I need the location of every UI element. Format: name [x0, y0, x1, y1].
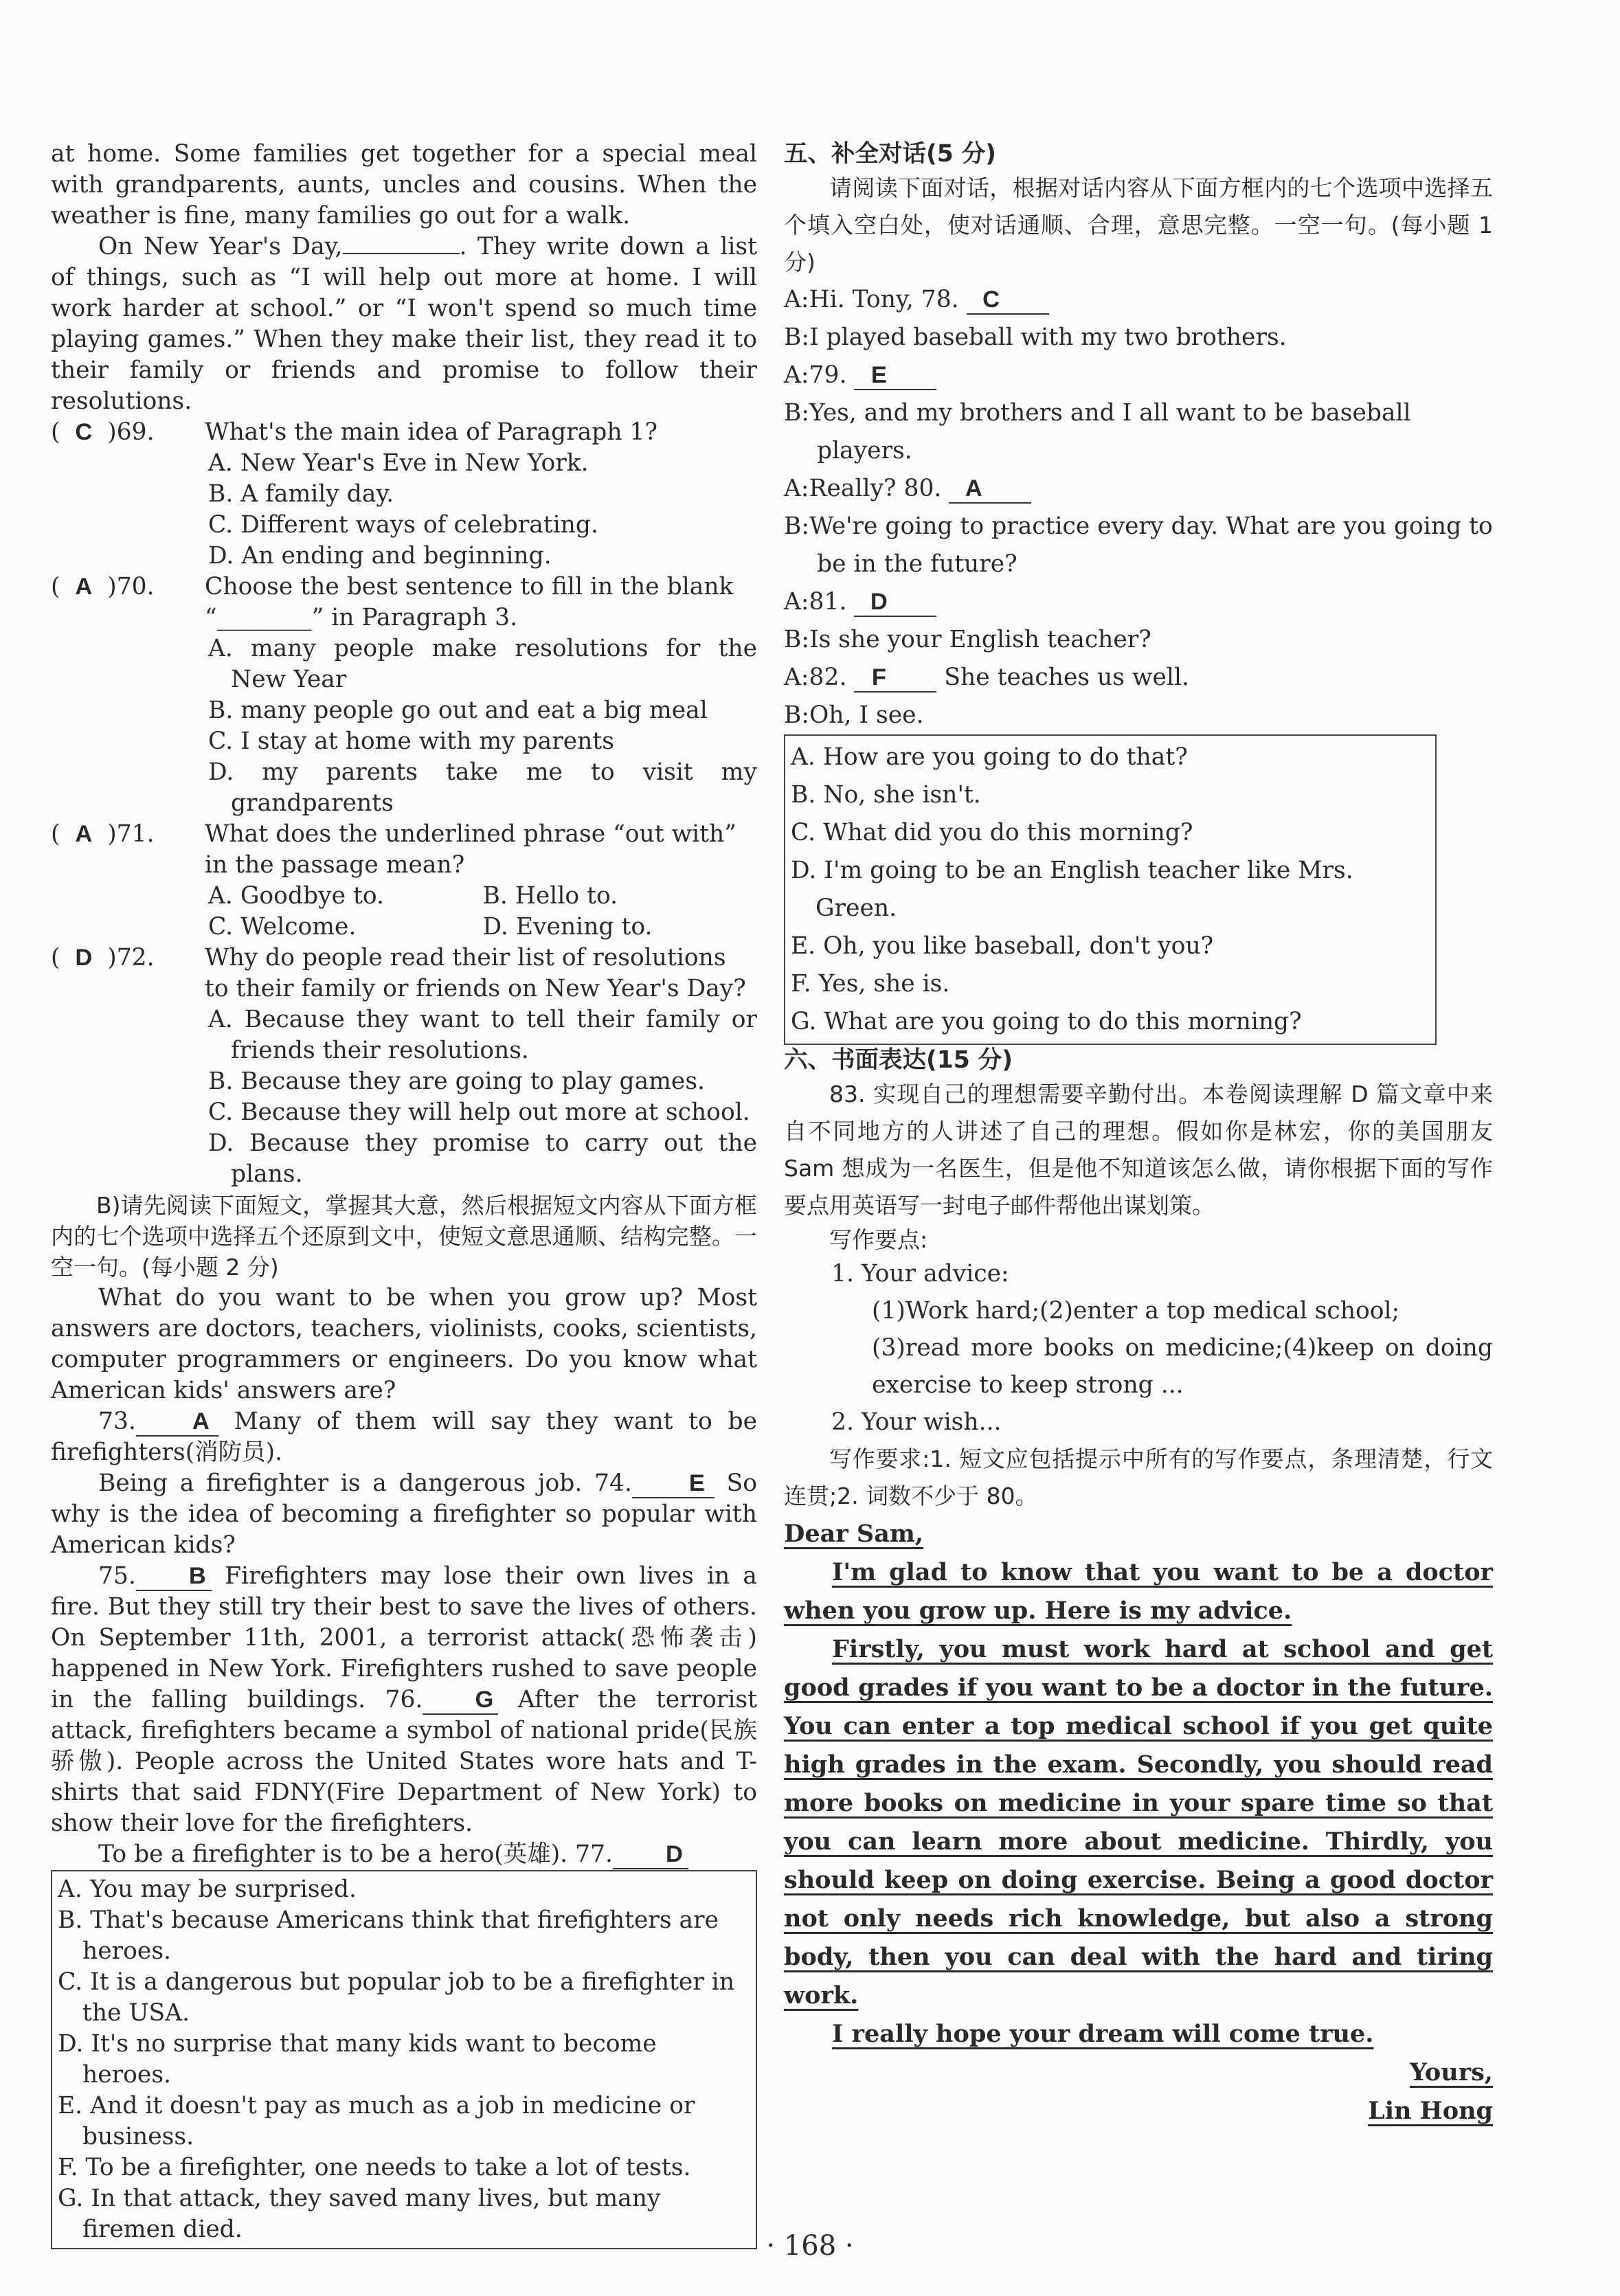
passage-b-paragraph-3: Being a firefighter is a dangerous job. 74. E So why is the idea of becoming a firefighter so popular with American kids?	[51, 1470, 757, 1559]
box-option: B. No, she isn't.	[791, 781, 981, 809]
dialogue-line: A:Really? 80. A	[784, 470, 1493, 508]
dialogue-line: A:81. D	[784, 583, 1493, 621]
email-paragraph: I'm glad to know that you want to be a doctor when you grow up. Here is my advice.	[784, 1558, 1493, 1625]
box-option: D. It's no surprise that many kids want to become heroes.	[58, 2030, 657, 2089]
dialogue-line: B:We're going to practice every day. What are you going to be in the future?	[784, 513, 1493, 578]
email-greeting: Dear Sam,	[784, 1520, 924, 1548]
box-option: A. How are you going to do that?	[791, 743, 1188, 771]
option: D. Because they promise to carry out the plans.	[208, 1129, 757, 1188]
option: C. I stay at home with my parents	[208, 728, 614, 755]
right-column	[784, 139, 1493, 2130]
dialogue-line: B:Yes, and my brothers and I all want to be baseball players.	[784, 399, 1411, 464]
part-b-instructions: B)请先阅读下面短文，掌握其大意，然后根据短文内容从下面方框内的七个选项中选择五个还原到文中，使短文意思通顺、结构完整。一空一句。(每小题 2 分)	[51, 1192, 757, 1281]
box-option: F. Yes, she is.	[791, 970, 950, 998]
question-69: ( C )69. What's the main idea of Paragraph 1?	[51, 418, 657, 446]
writing-point: 1. Your advice:	[831, 1260, 1009, 1287]
box-option: C. It is a dangerous but popular job to be a firefighter in the USA.	[58, 1968, 735, 2027]
box-option: G. In that attack, they saved many lives, but many firemen died.	[58, 2185, 661, 2243]
writing-point: (3)read more books on medicine;(4)keep on doing exercise to keep strong ...	[872, 1334, 1493, 1399]
section-6-instructions: 83. 实现自己的理想需要辛勤付出。本卷阅读理解 D 篇文章中来自不同地方的人讲述了自己的理想。假如你是林宏，你的美国朋友 Sam 想成为一名医生，但是他不知道该怎么做，请你根据下面的写作要点用英语写一封电子邮件帮他出谋划策。	[784, 1081, 1493, 1219]
box-option: C. What did you do this morning?	[791, 819, 1193, 846]
page-number: · 168 ·	[766, 2230, 854, 2262]
passage-b-paragraph-2: 73. A Many of them will say they want to be firefighters(消防员).	[51, 1408, 757, 1466]
dialogue-line: A:82. F She teaches us well.	[784, 664, 1189, 691]
writing-point: (1)Work hard;(2)enter a top medical school;	[872, 1297, 1400, 1325]
passage-b-paragraph-1: What do you want to be when you grow up? Most answers are doctors, teachers, violinists, cooks, scientists, computer programmers or engineers. Do you know what American kids' answers are?	[51, 1284, 757, 1404]
left-column	[51, 139, 757, 2249]
option: A. many people make resolutions for the New Year	[208, 635, 757, 693]
option: D. An ending and beginning.	[208, 542, 552, 570]
option-row: A. Goodbye to. B. Hello to.	[208, 882, 618, 910]
email-paragraph: Firstly, you must work hard at school and get good grades if you want to be a doctor in the future. You can enter a top medical school if you get quite high grades in the exam. Secondly, you should read more books on medicine in your spare time so that you can learn more about medicine. Thirdly, you should keep on doing exercise. Being a good doctor not only needs rich knowledge, but also a strong body, then you can deal with the hard and tiring work.	[784, 1635, 1493, 2010]
box-option: G. What are you going to do this morning?	[791, 1008, 1302, 1035]
option: A. Because they want to tell their family or friends their resolutions.	[208, 1006, 757, 1064]
option: B. many people go out and eat a big meal	[208, 697, 708, 724]
dialogue-line: A:Hi. Tony, 78. C	[784, 281, 1493, 319]
option: C. Different ways of celebrating.	[208, 511, 598, 539]
writing-requirements: 写作要求:1. 短文应包括提示中所有的写作要点，条理清楚，行文连贯;2. 词数不少于 80。	[784, 1445, 1493, 1509]
passage-b-paragraph-5: To be a firefighter is to be a hero(英雄). 77. D	[51, 1839, 757, 1870]
question-70: ( A )70. Choose the best sentence to fill in the blank “________” in Paragraph 3.	[51, 573, 734, 631]
option: B. Because they are going to play games.	[208, 1068, 706, 1095]
passage-a-paragraph-3: On New Year's Day, . They write down a list of things, such as “I will help out more at home. I will work harder at school.” or “I won't spend so much time playing games.” When they make their list, they read it to their family or friends and promise to follow their resolutions.	[51, 233, 757, 415]
section-6-title: 六、书面表达(15 分)	[784, 1046, 1013, 1074]
dialogue-line: B:Oh, I see.	[784, 701, 924, 729]
dialogue	[784, 281, 1493, 734]
email-signature: Lin Hong	[1368, 2097, 1493, 2125]
option: D. my parents take me to visit my grandparents	[208, 758, 757, 817]
box-option: E. And it doesn't pay as much as a job in medicine or business.	[58, 2092, 695, 2150]
option: B. A family day.	[208, 480, 394, 508]
question-72: ( D )72. Why do people read their list of resolutions to their family or friends on New Year's Day?	[51, 944, 746, 1002]
handwritten-answer	[784, 1515, 1493, 2130]
writing-point: 2. Your wish...	[831, 1408, 1002, 1436]
option-row: C. Welcome. D. Evening to.	[208, 913, 653, 941]
box-option: B. That's because Americans think that firefighters are heroes.	[58, 1906, 719, 1965]
question-71: ( A )71. What does the underlined phrase “out with” in the passage mean?	[51, 820, 736, 879]
box-option: A. You may be surprised.	[58, 1876, 357, 1903]
options-box	[51, 1870, 757, 2249]
dialogue-line: B:I played baseball with my two brothers.	[784, 324, 1287, 351]
box-option: F. To be a firefighter, one needs to take a lot of tests.	[58, 2154, 691, 2181]
option: C. Because they will help out more at school.	[208, 1099, 750, 1126]
section-5-title: 五、补全对话(5 分)	[784, 140, 997, 168]
dialogue-line: A:79. E	[784, 357, 1493, 394]
box-option: D. I'm going to be an English teacher like Mrs. Green.	[791, 857, 1353, 922]
answer-blank	[343, 253, 460, 254]
writing-points-title: 写作要点:	[829, 1226, 928, 1253]
option: A. New Year's Eve in New York.	[208, 449, 589, 477]
passage-b-paragraph-4: 75. B Firefighters may lose their own lives in a fire. But they still try their best to save the lives of others. On September 11th, 2001, a terrorist attack(恐怖袭击) happened in New York. Firefighters rushed to save people in the falling buildings. 76. G After the terrorist attack, firefighters became a symbol of national pride(民族骄傲). People across the United States wore hats and T-shirts that said FDNY(Fire Department of New York) to show their love for the firefighters.	[51, 1562, 757, 1837]
box-option: E. Oh, you like baseball, don't you?	[791, 932, 1214, 960]
dialogue-line: B:Is she your English teacher?	[784, 626, 1151, 653]
email-paragraph: I really hope your dream will come true.	[832, 2020, 1374, 2048]
email-closing: Yours,	[1409, 2058, 1493, 2086]
dialogue-options-box	[784, 734, 1437, 1045]
passage-a-end: at home. Some families get together for a special meal with grandparents, aunts, uncles and cousins. When the weather is fine, many families go out for a walk.	[51, 140, 757, 229]
section-5-instructions: 请阅读下面对话，根据对话内容从下面方框内的七个选项中选择五个填入空白处，使对话通顺、合理，意思完整。一空一句。(每小题 1 分)	[784, 175, 1493, 275]
